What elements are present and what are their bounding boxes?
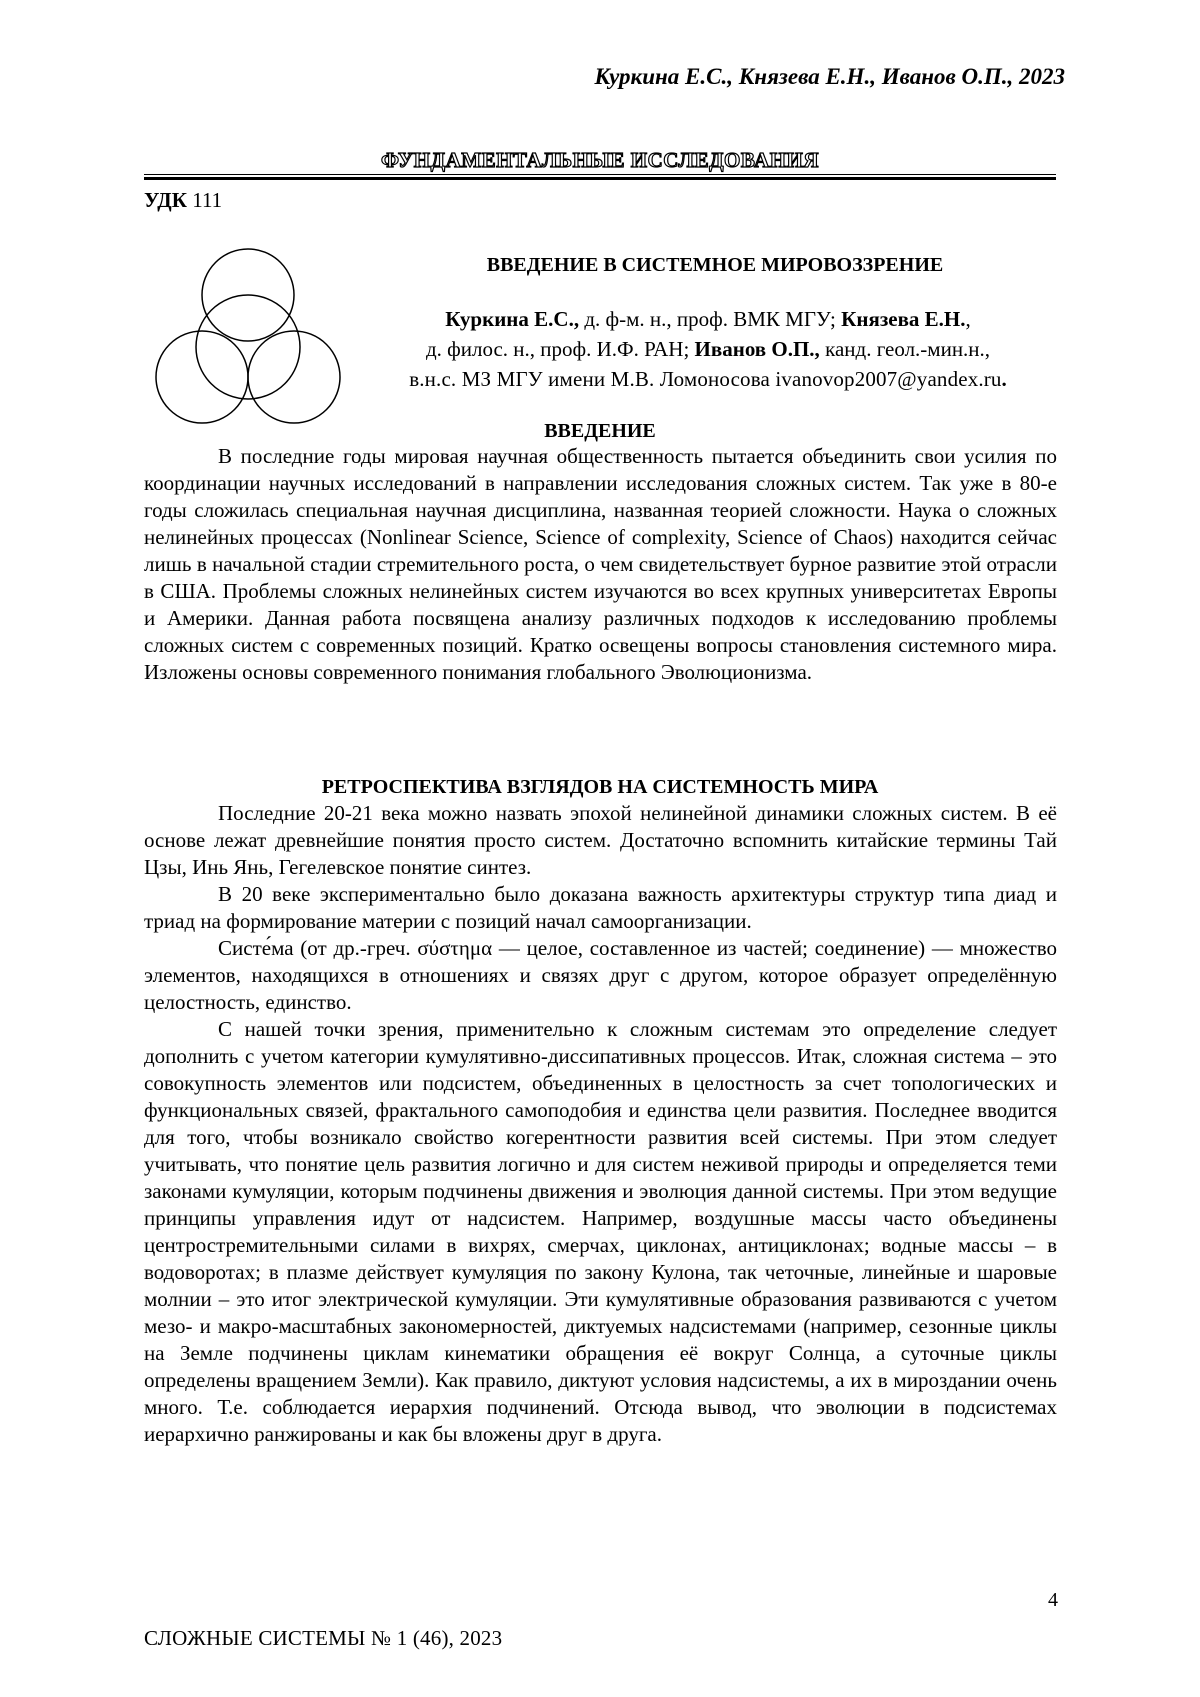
udc-code <box>144 188 222 213</box>
introduction-body <box>144 443 1057 686</box>
journal-footer: СЛОЖНЫЕ СИСТЕМЫ № 1 (46), 2023 <box>144 1626 502 1651</box>
author-block <box>358 304 1058 394</box>
paragraph: Систе́ма (от др.-греч. σύστημα — целое, составленное из частей; соединение) — множество элементов, находящихся в отношениях и связях друг с другом, которое образует определённую целостность, единство. <box>144 935 1057 1016</box>
author-affiliation: канд. геол.-мин.н., <box>820 337 990 361</box>
header-rule-thin <box>144 174 1056 175</box>
paragraph: В последние годы мировая научная общественность пытается объединить свои усилия по координации научных исследований в направлении исследования сложных систем. Так уже в 80-е годы сложилась специальная научная дисциплина, названная теорией сложности. Наука о сложных нелинейных процессах (Nonlinear Science, Science of complexity, Science of Chaos) находится сейчас лишь в начальной стадии стремительного роста, о чем свидетельствует бурное развитие этой отрасли в США. Проблемы сложных нелинейных систем изучаются во всех крупных университетах Европы и Америки. Данная работа посвящена анализу различных подходов к исследованию проблемы сложных систем с современных позиций. Кратко освещены вопросы становления системного мира. Изложены основы современного понимания глобального Эволюционизма. <box>144 443 1057 686</box>
author-affiliation-email: в.н.с. МЗ МГУ имени М.В. Ломоносова ivanovop2007@yandex.ru <box>409 364 1001 394</box>
author-affiliation: д. ф-м. н., проф. ВМК МГУ; <box>579 307 841 331</box>
journal-logo-icon <box>150 247 346 433</box>
paragraph: С нашей точки зрения, применительно к сложным системам это определение следует дополнить с учетом категории кумулятивно-диссипативных процессов. Итак, сложная система – это совокупность элементов или подсистем, объединенных в целостность за счет топологических и функциональных связей, фрактального самоподобия и единства цели развития. Последнее вводится для того, чтобы возникало свойство когерентности развития всей системы. При этом следует учитывать, что понятие цель развития логично и для систем неживой природы и определяется теми законами кумуляции, которым подчинены движения и эволюция данной системы. При этом ведущие принципы управления идут от надсистем. Например, воздушные массы часто объединены центростремительными силами в вихрях, смерчах, циклонах, антициклонах; водные массы – в водоворотах; в плазме действует кумуляция по закону Кулона, так четочные, линейные и шаровые молнии – это итог электрической кумуляции. Эти кумулятивные образования развиваются с учетом мезо- и макро-масштабных закономерностей, диктуемых надсистемами (например, сезонные циклы на Земле подчинены циклам кинематики обращения её вокруг Солнца, а суточные циклы определены вращением Земли). Как правило, диктуют условия надсистемы, а их в мироздании очень много. Т.е. соблюдается иерархия подчинений. Отсюда вывод, что эволюции в подсистемах иерархично ранжированы и как бы вложены друг в друга. <box>144 1016 1057 1448</box>
section-banner: ФУНДАМЕНТАЛЬНЫЕ ИССЛЕДОВАНИЯ <box>0 148 1200 173</box>
header-rule-thick <box>144 177 1056 180</box>
section-heading-retrospective: РЕТРОСПЕКТИВА ВЗГЛЯДОВ НА СИСТЕМНОСТЬ МИРА <box>0 776 1200 799</box>
author-line-1 <box>358 304 1058 334</box>
author-name: Иванов О.П., <box>695 337 820 361</box>
retrospective-body <box>144 800 1057 1448</box>
paragraph: В 20 веке экспериментально было доказана важность архитектуры структур типа диад и триад на формирование материи с позиций начал самоорганизации. <box>144 881 1057 935</box>
paragraph: Последние 20-21 века можно назвать эпохой нелинейной динамики сложных систем. В её основе лежат древнейшие понятия просто систем. Достаточно вспомнить китайские термины Тай Цзы, Инь Янь, Гегелевское понятие синтез. <box>144 800 1057 881</box>
author-name: Куркина Е.С., <box>445 307 579 331</box>
author-line-end: . <box>1002 367 1007 391</box>
paper-title: ВВЕДЕНИЕ В СИСТЕМНОЕ МИРОВОЗЗРЕНИЕ <box>370 254 1060 277</box>
author-line-3 <box>358 364 1058 394</box>
udc-label: УДК <box>144 188 187 212</box>
udc-value: 111 <box>187 188 222 212</box>
running-head: Куркина Е.С., Князева Е.Н., Иванов О.П., 2023 <box>595 64 1065 90</box>
author-line-2 <box>358 334 1058 364</box>
section-heading-introduction: ВВЕДЕНИЕ <box>0 420 1200 443</box>
page-number: 4 <box>1048 1589 1058 1612</box>
author-name: Князева Е.Н. <box>841 307 965 331</box>
author-affiliation: , <box>966 307 971 331</box>
author-affiliation: д. филос. н., проф. И.Ф. РАН; <box>426 337 695 361</box>
